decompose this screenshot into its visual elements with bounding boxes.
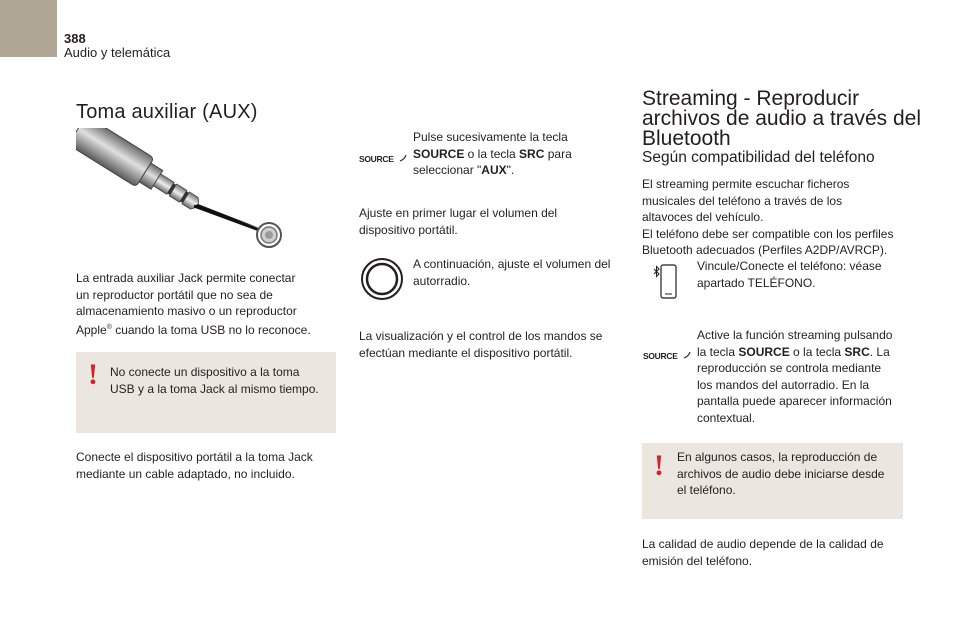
adjust-volume-paragraph: Ajuste en primer lugar el volumen del dispositivo portátil. bbox=[359, 206, 558, 237]
section-color-tab bbox=[0, 0, 57, 57]
streaming-warning-icon: ! bbox=[654, 449, 664, 482]
streaming-source-arrow-icon bbox=[682, 350, 692, 360]
streaming-source-button-icon: SOURCE bbox=[643, 346, 692, 364]
warning-box bbox=[76, 352, 336, 433]
pair-phone-paragraph: Vincule/Conecte el teléfono: véase apartado TELÉFONO. bbox=[697, 259, 882, 290]
volume-knob-icon bbox=[360, 257, 404, 301]
aux-connect-paragraph: Conecte el dispositivo portátil a la toma Jack mediante un cable adaptado, no incluido. bbox=[76, 450, 313, 481]
streaming-note-box bbox=[642, 443, 903, 519]
jack-plug-illustration bbox=[76, 128, 296, 253]
streaming-note-text: En algunos casos, la reproducción de archivos de audio debe iniciarse desde el teléfono. bbox=[677, 450, 885, 497]
streaming-heading: Streaming - Reproducir archivos de audio a través del Bluetooth bbox=[642, 87, 921, 150]
audio-quality-paragraph: La calidad de audio depende de la calidad de emisión del teléfono. bbox=[642, 537, 884, 568]
press-source-paragraph: Pulse sucesivamente la tecla SOURCE o la tecla SRC para seleccionar "AUX". bbox=[413, 130, 572, 177]
compatibility-subheading: Según compatibilidad del teléfono bbox=[642, 149, 875, 166]
source-button-icon: SOURCE bbox=[359, 149, 408, 167]
aux-intro-paragraph: La entrada auxiliar Jack permite conectar un reproductor portátil que no sea de almacenamiento masivo o un reproductor Apple® cuando la toma USB no lo reconoce. bbox=[76, 271, 311, 337]
activate-streaming-paragraph: Active la función streaming pulsando la tecla SOURCE o la tecla SRC. La reproducción se controla mediante los mandos del autorradio. En la pantalla puede aparecer información contextual. bbox=[697, 328, 893, 425]
radio-volume-paragraph: A continuación, ajuste el volumen del autorradio. bbox=[413, 257, 611, 288]
page-number: 388 bbox=[64, 31, 86, 46]
aux-heading: Toma auxiliar (AUX) bbox=[76, 101, 258, 123]
source-arrow-icon bbox=[398, 153, 408, 163]
section-title: Audio y telemática bbox=[64, 45, 171, 60]
streaming-intro-paragraph: El streaming permite escuchar ficheros musicales del teléfono a través de los altavoces del vehículo. El teléfono debe ser compatible con los perfiles Bluetooth adecuados (Perfiles A2DP/AVRCP). bbox=[642, 177, 894, 257]
warning-icon: ! bbox=[88, 358, 98, 391]
phone-bluetooth-icon bbox=[652, 263, 680, 301]
warning-text: No conecte un dispositivo a la toma USB y a la toma Jack al mismo tiempo. bbox=[110, 365, 319, 396]
display-control-paragraph: La visualización y el control de los mandos se efectúan mediante el dispositivo portátil. bbox=[359, 329, 603, 360]
